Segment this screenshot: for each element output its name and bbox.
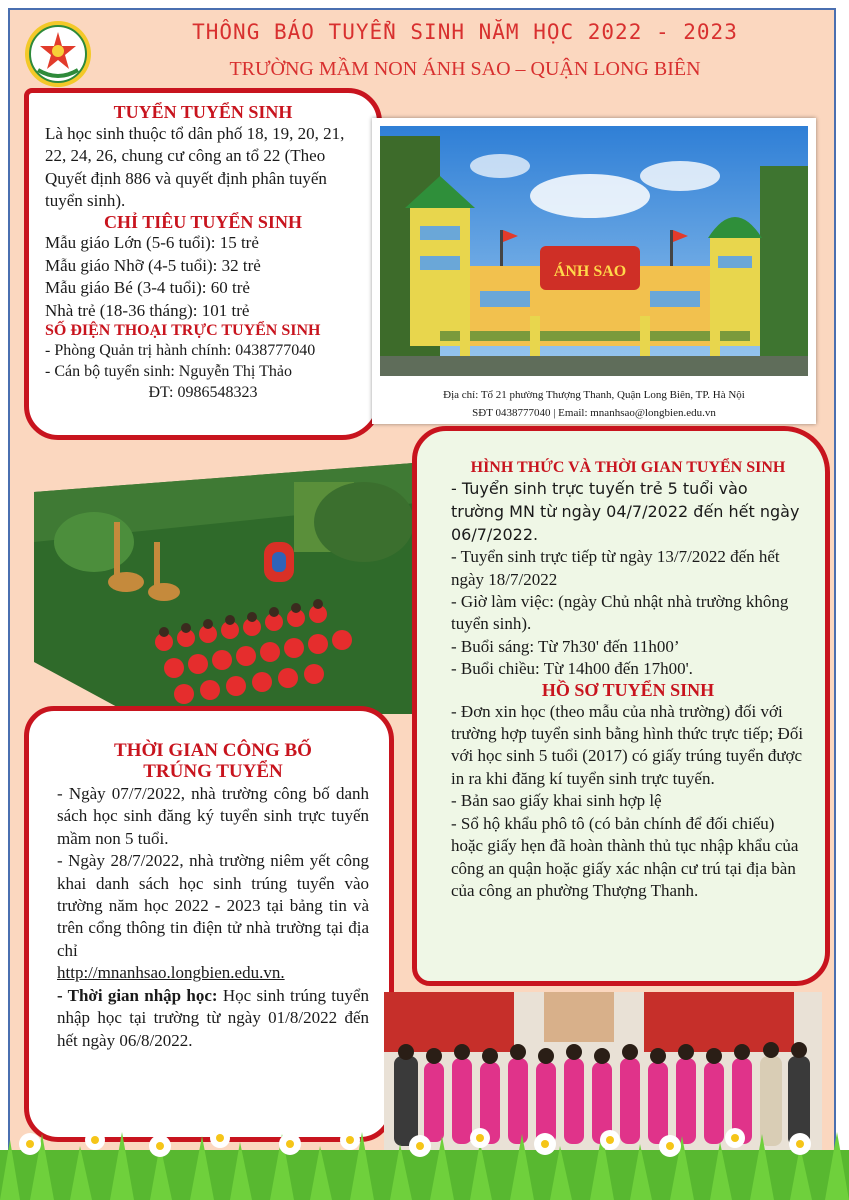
school-name: TRƯỜNG MẦM NON ÁNH SAO – QUẬN LONG BIÊN: [229, 58, 701, 80]
results-heading-line2: TRÚNG TUYỂN: [143, 760, 283, 782]
school-address: Địa chỉ: Tổ 21 phường Thượng Thanh, Quận Long Biên, TP. Hà Nội: [443, 389, 745, 401]
admit-label: - Thời gian nhập học:: [57, 985, 218, 1005]
docs-item: - Sổ hộ khẩu phô tô (có bản chính để đối chiếu) hoặc giấy hẹn đã hoàn thành thủ tục nhập khẩu của công an quận hoặc giấy xác nhận cư trú tại địa bàn của công an phường Thượng Thanh.: [451, 813, 799, 901]
method-heading: HÌNH THỨC VÀ THỜI GIAN TUYỂN SINH: [470, 459, 786, 476]
phone-staff: - Cán bộ tuyển sinh: Nguyễn Thị Thảo: [45, 362, 292, 380]
school-logo: [22, 18, 94, 90]
phone-admin: - Phòng Quản trị hành chính: 0438777040: [45, 341, 316, 359]
quota-item: Mẫu giáo Lớn (5-6 tuổi): 15 trẻ: [45, 233, 259, 253]
method-direct: - Tuyển sinh trực tiếp từ ngày 13/7/2022 đến hết ngày 18/7/2022: [451, 547, 780, 589]
method-morning: - Buổi sáng: Từ 7h30' đến 11h00’: [451, 636, 680, 656]
school-building-photo: [372, 118, 816, 424]
school-building-image: [380, 126, 808, 376]
school-contact: SĐT 0438777040 | Email: mnanhsao@longbien.edu.vn: [472, 406, 716, 419]
enrollment-heading: TUYỂN TUYỂN SINH: [113, 102, 293, 122]
enrollment-body: Là học sinh thuộc tổ dân phố 18, 19, 20, 21, 22, 24, 26, chung cư công an tổ 22 (Theo Quyết định 886 và quyết định phân tuyến tuyển sinh).: [45, 123, 345, 211]
enrollment-card: [24, 88, 382, 440]
method-online: - Tuyển sinh trực tuyến trẻ 5 tuổi vào trường MN từ ngày 04/7/2022 đến hết ngày 06/7/2022.: [451, 478, 800, 544]
results-p1: - Ngày 07/7/2022, nhà trường công bố danh sách học sinh đăng ký tuyển sinh trực tuyến mầm non 5 tuổi.: [57, 783, 369, 848]
children-playground-photo: [34, 462, 426, 714]
docs-item: - Bản sao giấy khai sinh hợp lệ: [451, 791, 662, 811]
quota-item: Mẫu giáo Nhỡ (4-5 tuổi): 32 trẻ: [45, 255, 261, 275]
grass-border-decoration: [0, 1110, 849, 1200]
poster-page: [8, 8, 836, 1184]
quota-item: Nhà trẻ (18-36 tháng): 101 trẻ: [45, 300, 250, 320]
phone-staff-number: ĐT: 0986548323: [148, 383, 258, 401]
quota-heading: CHỈ TIÊU TUYỂN SINH: [104, 211, 302, 232]
school-sign-text: ÁNH SAO: [553, 263, 627, 280]
poster-title: THÔNG BÁO TUYỂN SINH NĂM HỌC 2022 - 2023: [192, 20, 738, 44]
results-card: [24, 706, 394, 1142]
quota-item: Mẫu giáo Bé (3-4 tuổi): 60 trẻ: [45, 278, 250, 298]
method-afternoon: - Buổi chiều: Từ 14h00 đến 17h00'.: [451, 659, 693, 679]
method-card: [412, 426, 830, 986]
docs-item: - Đơn xin học (theo mẫu của nhà trường) đối với trường hợp tuyển sinh bằng hình thức trực tiếp; Đối với học sinh 5 tuổi (2017) có giấy trúng tuyển được in ra khi đăng kí tuyển sinh trực tuyến.: [451, 701, 804, 788]
method-hours: - Giờ làm việc: (ngày Chủ nhật nhà trường không tuyển sinh).: [451, 592, 789, 634]
phone-heading: SỐ ĐIỆN THOẠI TRỰC TUYỂN SINH: [45, 322, 321, 340]
results-heading: THỜI GIAN CÔNG BỐ: [114, 740, 312, 761]
children-playground-image: [34, 462, 426, 714]
school-website-link[interactable]: http://mnanhsao.longbien.edu.vn.: [57, 963, 285, 983]
results-p2: - Ngày 28/7/2022, nhà trường niêm yết công khai danh sách học sinh trúng tuyển vào trường năm học 2022 - 2023 tại bảng tin và trên cổng thông tin điện tử nhà trường tại địa chỉ: [57, 851, 369, 960]
docs-heading: HỒ SƠ TUYỂN SINH: [541, 679, 715, 700]
admit-text: Học sinh trúng tuyển nhập học tại trường từ ngày 01/8/2022 đến hết ngày 06/8/2022.: [57, 985, 369, 1050]
results-admit: [57, 985, 369, 1052]
